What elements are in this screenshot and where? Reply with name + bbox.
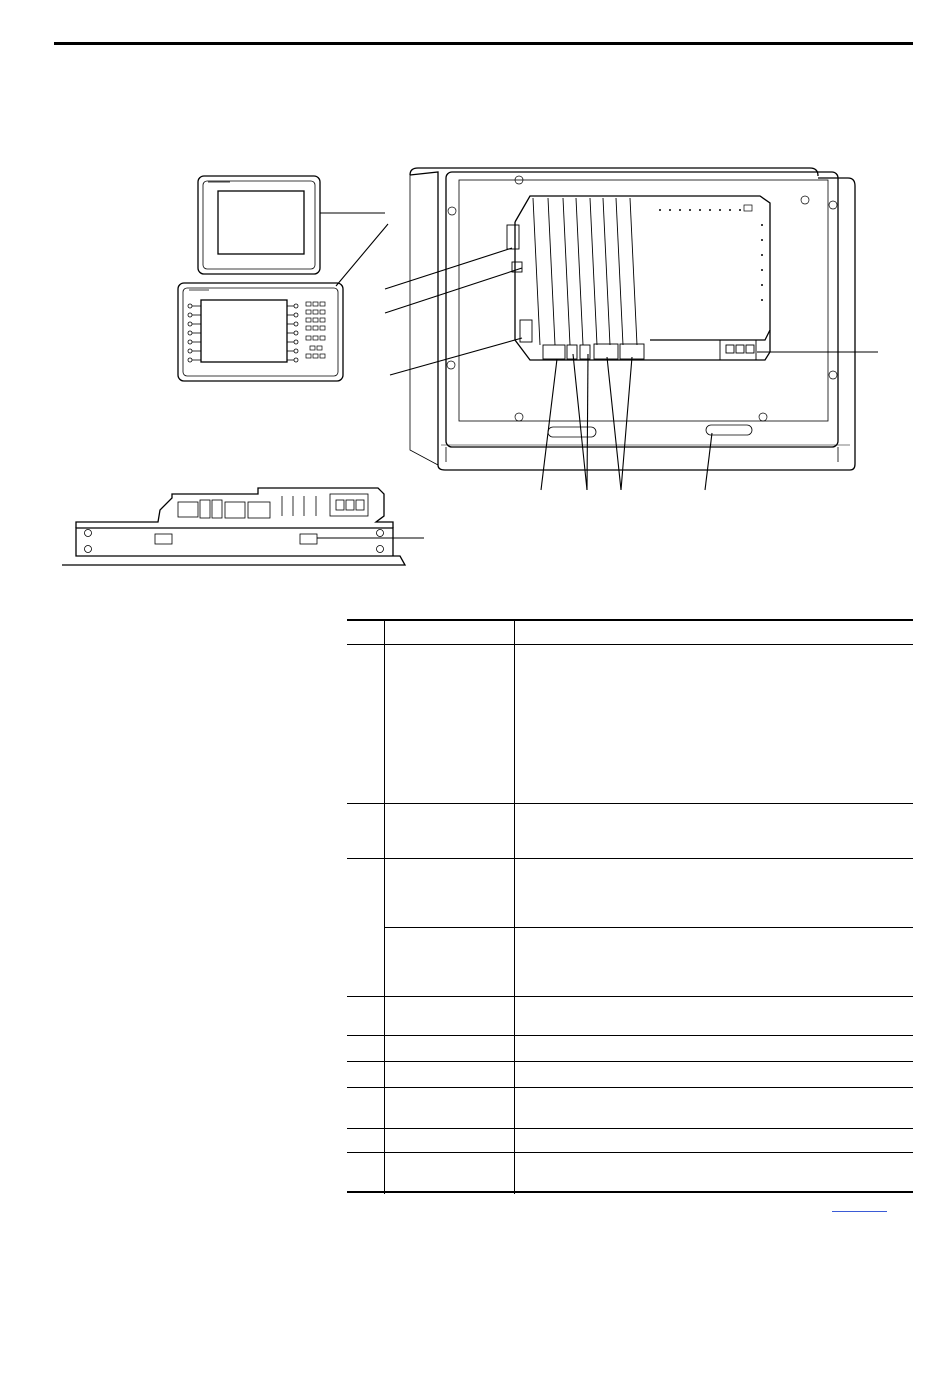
cross-reference-link[interactable] [832,1211,887,1212]
rear-ports [543,340,756,360]
mounting-slots [548,425,752,437]
table-row-rule [347,1087,913,1088]
table-row-rule [347,858,913,859]
terminal-bottom-view [62,488,424,565]
table-bottom-rule [347,1191,913,1193]
touch-screen-terminal-front [198,176,320,274]
numeric-keypad [306,302,325,358]
vent-dots [659,209,763,301]
table-row-rule [384,927,913,928]
specification-table [347,619,913,1194]
table-header-rule [347,644,913,645]
left-function-keys [188,304,201,362]
side-connectors [507,225,532,342]
table-column-divider [514,619,515,1194]
table-row-rule [347,1035,913,1036]
table-column-divider [384,619,385,1194]
table-row-rule [347,803,913,804]
table-top-rule [347,619,913,621]
table-row-rule [347,1128,913,1129]
keypad-terminal-front [178,283,343,381]
terminal-rear-view [410,168,855,470]
front-view-callout-lines [320,213,388,286]
right-function-keys [287,304,298,362]
table-row-rule [347,1152,913,1153]
table-row-rule [347,996,913,997]
table-row-rule [347,1061,913,1062]
